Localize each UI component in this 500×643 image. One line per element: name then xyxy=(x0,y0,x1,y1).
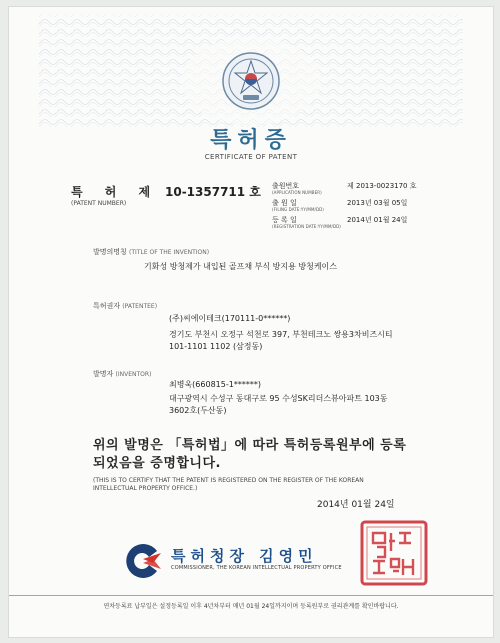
patentee-address-line2: 101-1101 1102 (삼정동) xyxy=(169,342,263,351)
inventor-section xyxy=(93,369,151,379)
inventor-label-en: (INVENTOR) xyxy=(115,371,152,378)
government-emblem-icon xyxy=(221,51,281,111)
inventor-label: 발명자 xyxy=(93,370,114,378)
certification-text-en-line2: INTELLECTUAL PROPERTY OFFICE.) xyxy=(93,485,198,492)
registration-date-label-en: (REGISTRATION DATE:YY/MM/DD) xyxy=(272,224,341,229)
patentee-address-line1: 경기도 부천시 오정구 석천로 397, 부천테크노 쌍용3차비즈시티 xyxy=(169,330,393,339)
kipo-logo-icon xyxy=(123,541,163,581)
certification-text-ko-line1: 위의 발명은 「특허법」에 따라 특허등록원부에 등록 xyxy=(93,438,407,453)
invention-title-section xyxy=(93,247,209,257)
invention-title-label: 발명의명칭 xyxy=(93,248,127,256)
official-seal-icon xyxy=(359,519,429,587)
inventor-address-line1: 대구광역시 수성구 동대구로 95 수성SK리더스뷰아파트 103동 xyxy=(169,394,388,403)
invention-title-label-en: (TITLE OF THE INVENTION) xyxy=(129,249,210,256)
office-name: 특허청장 김영민 xyxy=(171,547,318,565)
patentee-label-en: (PATENTEE) xyxy=(122,303,158,310)
patent-number-label-en: (PATENT NUMBER) xyxy=(71,200,127,207)
annual-fee-notice: 연차등록료 납부일은 설정등록일 이후 4년차부터 매년 01월 24일까지이며 등록원부로 권리관계를 확인바랍니다. xyxy=(9,595,493,610)
filing-date-value: 2013년 03월 05일 xyxy=(347,199,408,207)
patentee-name: (주)씨에이테크(170111-0******) xyxy=(169,314,291,323)
certification-date: 2014년 01월 24일 xyxy=(317,500,395,510)
certification-text-ko-line2: 되었음을 증명합니다. xyxy=(93,456,221,471)
invention-title-value: 기화성 방청제가 내입된 골프채 부식 방지용 방청케이스 xyxy=(144,262,337,271)
registration-date-label: 등 록 일 xyxy=(272,216,297,224)
application-number-label: 출원번호 xyxy=(272,182,300,190)
registration-date-value: 2014년 01월 24일 xyxy=(347,216,408,224)
patentee-section xyxy=(93,301,157,311)
inventor-address-line2: 3602호(두산동) xyxy=(169,406,227,415)
patentee-label: 특허권자 xyxy=(93,302,121,310)
certificate-title: 특허증 xyxy=(210,128,292,153)
application-number-label-en: (APPLICATION NUMBER) xyxy=(272,190,322,195)
office-name-en: COMMISSIONER, THE KOREAN INTELLECTUAL PROPERTY OFFICE xyxy=(171,565,342,571)
filing-date-label-en: (FILING DATE:YY/MM/DD) xyxy=(272,207,324,212)
application-number-value: 제 2013-0023170 호 xyxy=(347,182,417,190)
certification-text-en-line1: (THIS IS TO CERTIFY THAT THE PATENT IS REGISTERED ON THE REGISTER OF THE KOREAN xyxy=(93,477,364,484)
inventor-name: 최병욱(660815-1******) xyxy=(169,380,261,389)
patent-number-value: 10-1357711 호 xyxy=(165,185,261,199)
certificate-subtitle: CERTIFICATE OF PATENT xyxy=(204,153,298,161)
filing-date-label: 출 원 일 xyxy=(272,199,297,207)
certificate-paper xyxy=(8,6,494,638)
patent-number-label: 특 허 제 xyxy=(71,185,160,199)
